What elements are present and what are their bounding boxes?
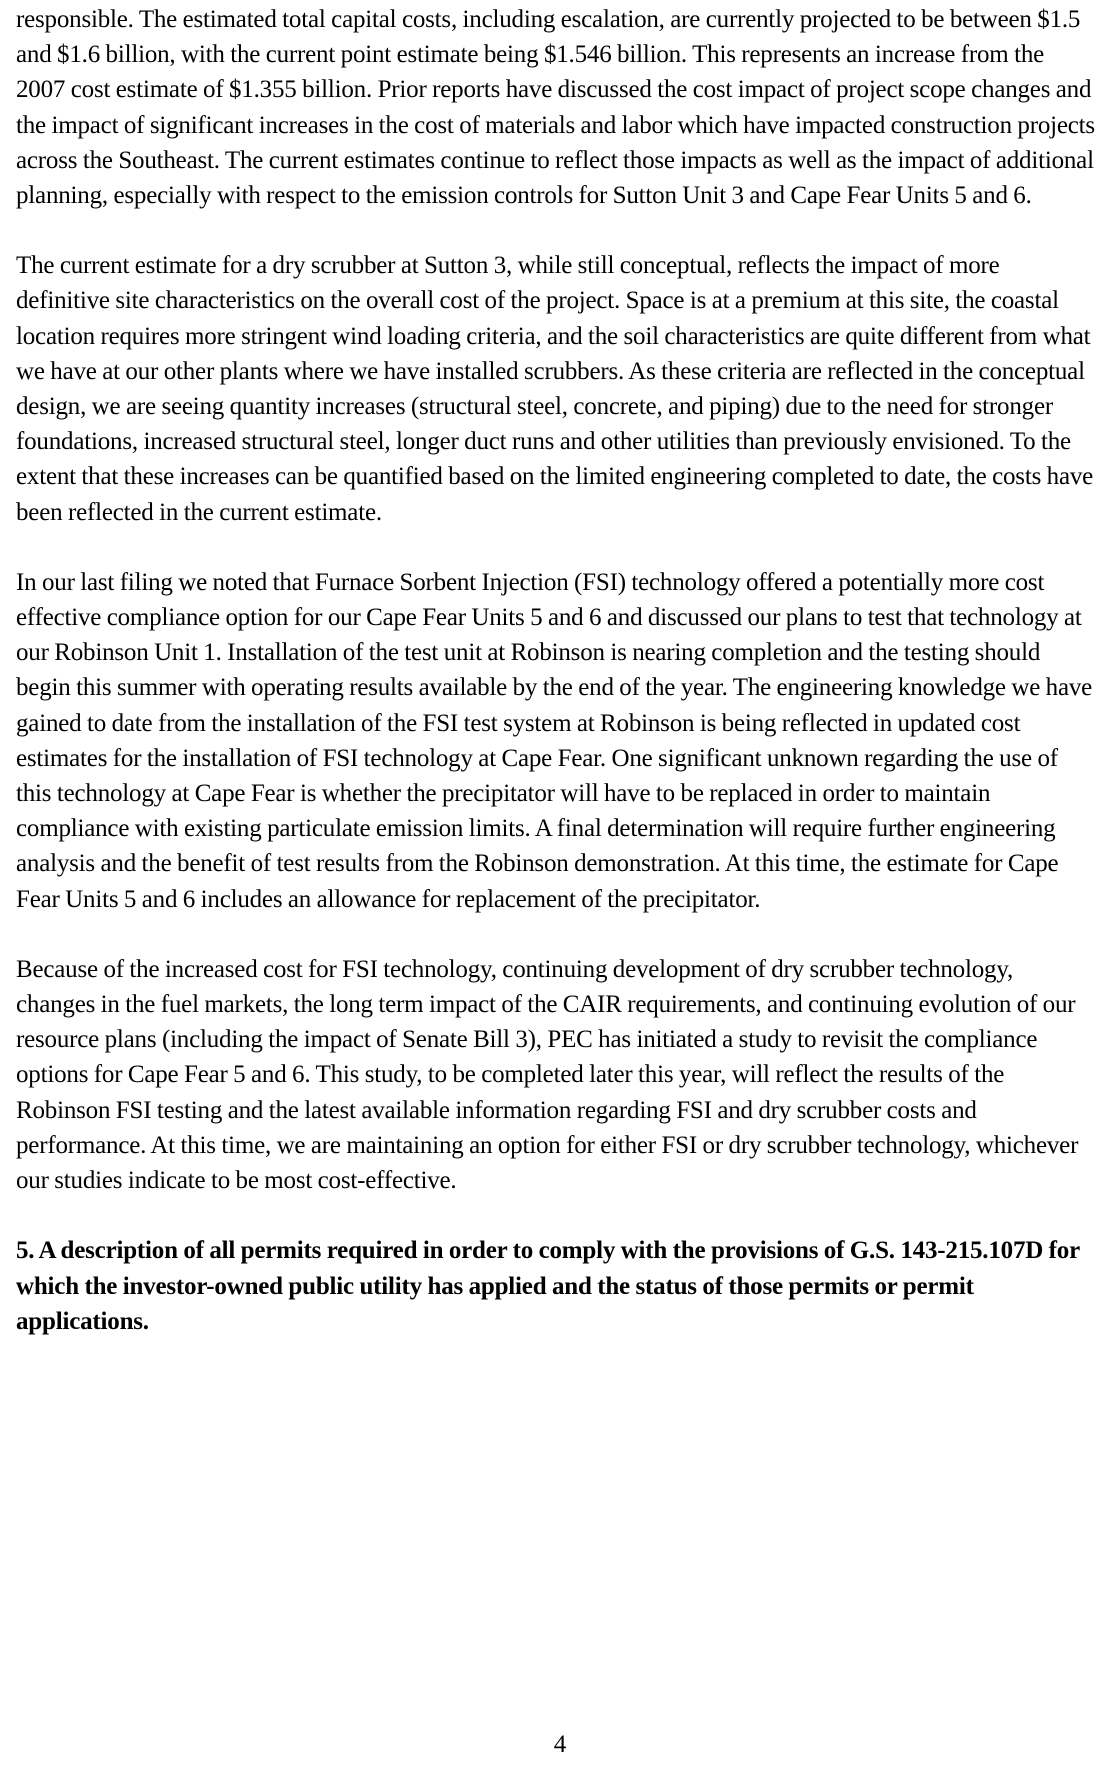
paragraph-fsi-technology: In our last filing we noted that Furnace Sorbent Injection (FSI) technology offered a potentially more cost effective compliance option for our Cape Fear Units 5 and 6 and discussed our plans to test that technology at our Robinson Unit 1. Installation of the test unit at Robinson is nearing completion and the testing should begin this summer with operating results available by the end of the year. The engineering knowledge we have gained to date from the installation of the FSI test system at Robinson is being reflected in updated cost estimates for the installation of FSI technology at Cape Fear. One significant unknown regarding the use of this technology at Cape Fear is whether the precipitator will have to be replaced in order to maintain compliance with existing particulate emission limits. A final determination will require further engineering analysis and the benefit of test results from the Robinson demonstration. At this time, the estimate for Cape Fear Units 5 and 6 includes an allowance for replacement of the precipitator. — [16, 568, 1093, 913]
section-heading-permits: 5. A description of all permits required in order to comply with the provisions of G.S. 143-215.107D for which the investor-owned public utility has applied and the status of those permits or permit applications. — [16, 1237, 1080, 1335]
paragraph-capital-costs: responsible. The estimated total capital costs, including escalation, are currently projected to be between $1.5 and $1.6 billion, with the current point estimate being $1.546 billion. This represents an increase from the 2007 cost estimate of $1.355 billion. Prior reports have discussed the cost impact of project scope changes and the impact of significant increases in the cost of materials and labor which have impacted construction projects across the Southeast. The current estimates continue to reflect those impacts as well as the impact of additional planning, especially with respect to the emission controls for Sutton Unit 3 and Cape Fear Units 5 and 6. — [16, 6, 1095, 210]
page-number: 4 — [553, 1731, 567, 1758]
paragraph-compliance-study: Because of the increased cost for FSI technology, continuing development of dry scrubber technology, changes in the fuel markets, the long term impact of the CAIR requirements, and continuing evolution of our resource plans (including the impact of Senate Bill 3), PEC has initiated a study to revisit the compliance options for Cape Fear 5 and 6. This study, to be completed later this year, will reflect the results of the Robinson FSI testing and the latest available information regarding FSI and dry scrubber costs and performance. At this time, we are maintaining an option for either FSI or dry scrubber technology, whichever our studies indicate to be most cost-effective. — [16, 955, 1079, 1195]
paragraph-sutton-scrubber: The current estimate for a dry scrubber at Sutton 3, while still conceptual, reflects the impact of more definitive site characteristics on the overall cost of the project. Space is at a premium at this site, the coastal location requires more stringent wind loading criteria, and the soil characteristics are quite different from what we have at our other plants where we have installed scrubbers. As these criteria are reflected in the conceptual design, we are seeing quantity increases (structural steel, concrete, and piping) due to the need for stronger foundations, increased structural steel, longer duct runs and other utilities than previously envisioned. To the extent that these increases can be quantified based on the limited engineering completed to date, the costs have been reflected in the current estimate. — [16, 252, 1094, 526]
document-page — [16, 2, 1096, 1339]
